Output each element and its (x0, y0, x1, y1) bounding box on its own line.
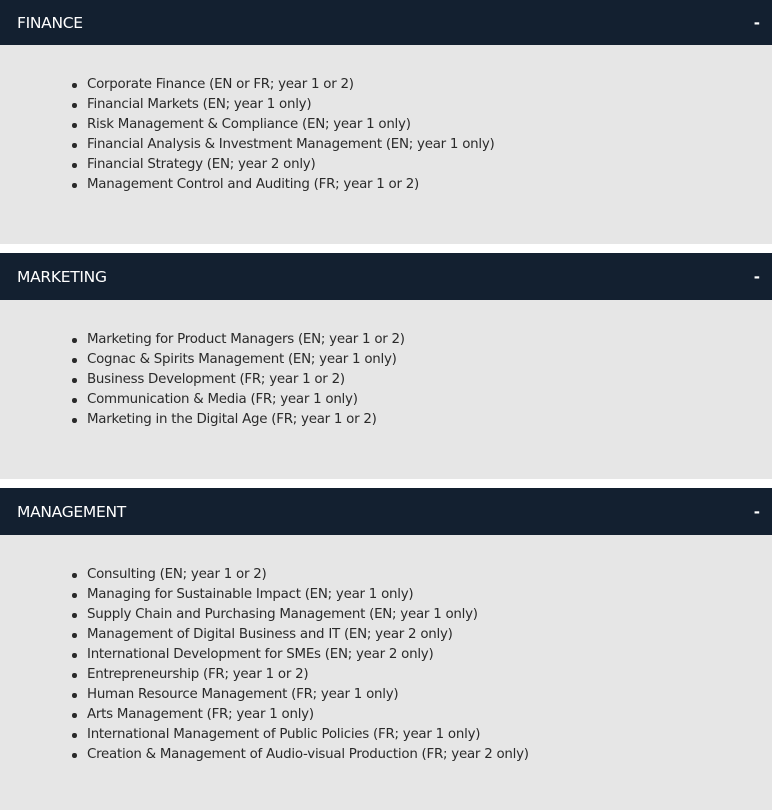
bullet-icon (72, 398, 77, 403)
bullet-icon (72, 633, 77, 638)
course-label: Managing for Sustainable Impact (EN; year 1 only) (87, 587, 414, 602)
section-panel-marketing (0, 300, 772, 479)
bullet-icon (72, 338, 77, 343)
course-label: Entrepreneurship (FR; year 1 or 2) (87, 667, 309, 682)
bullet-icon (72, 418, 77, 423)
section-finance (0, 0, 772, 244)
bullet-icon (72, 358, 77, 363)
collapse-icon[interactable]: - (753, 13, 760, 32)
bullet-icon (72, 653, 77, 658)
course-label: Communication & Media (FR; year 1 only) (87, 392, 358, 407)
bullet-icon (72, 163, 77, 168)
course-label: Marketing in the Digital Age (FR; year 1 or 2) (87, 412, 377, 427)
list-item (0, 175, 772, 195)
course-label: Marketing for Product Managers (EN; year 1 or 2) (87, 332, 405, 347)
bullet-icon (72, 753, 77, 758)
list-item (0, 565, 772, 585)
bullet-icon (72, 713, 77, 718)
course-list-marketing (0, 330, 772, 430)
list-item (0, 625, 772, 645)
list-item (0, 410, 772, 430)
course-label: Business Development (FR; year 1 or 2) (87, 372, 345, 387)
list-item (0, 645, 772, 665)
list-item (0, 725, 772, 745)
course-label: Consulting (EN; year 1 or 2) (87, 567, 267, 582)
section-header-management[interactable] (0, 488, 772, 535)
bullet-icon (72, 693, 77, 698)
collapse-icon[interactable]: - (753, 267, 760, 286)
course-label: Risk Management & Compliance (EN; year 1 only) (87, 117, 411, 132)
section-title-management: MANAGEMENT (17, 502, 126, 521)
bullet-icon (72, 183, 77, 188)
course-label: Corporate Finance (EN or FR; year 1 or 2) (87, 77, 354, 92)
bullet-icon (72, 613, 77, 618)
course-label: Human Resource Management (FR; year 1 only) (87, 687, 399, 702)
course-label: Creation & Management of Audio-visual Production (FR; year 2 only) (87, 747, 529, 762)
list-item (0, 115, 772, 135)
course-label: Financial Strategy (EN; year 2 only) (87, 157, 316, 172)
section-panel-finance (0, 45, 772, 244)
section-panel-management (0, 535, 772, 810)
list-item (0, 330, 772, 350)
section-title-finance: FINANCE (17, 13, 83, 32)
section-divider (0, 479, 772, 488)
bullet-icon (72, 103, 77, 108)
list-item (0, 370, 772, 390)
list-item (0, 390, 772, 410)
list-item (0, 585, 772, 605)
list-item (0, 75, 772, 95)
course-label: Financial Analysis & Investment Management (EN; year 1 only) (87, 137, 495, 152)
course-label: Management of Digital Business and IT (EN; year 2 only) (87, 627, 453, 642)
bullet-icon (72, 123, 77, 128)
course-label: Cognac & Spirits Management (EN; year 1 only) (87, 352, 397, 367)
bullet-icon (72, 83, 77, 88)
list-item (0, 705, 772, 725)
list-item (0, 135, 772, 155)
bullet-icon (72, 673, 77, 678)
collapse-icon[interactable]: - (753, 502, 760, 521)
course-label: Supply Chain and Purchasing Management (EN; year 1 only) (87, 607, 478, 622)
list-item (0, 605, 772, 625)
list-item (0, 95, 772, 115)
list-item (0, 350, 772, 370)
bullet-icon (72, 573, 77, 578)
course-label: Arts Management (FR; year 1 only) (87, 707, 314, 722)
section-divider (0, 244, 772, 253)
course-list-management (0, 565, 772, 765)
course-label: Financial Markets (EN; year 1 only) (87, 97, 312, 112)
section-header-marketing[interactable] (0, 253, 772, 300)
list-item (0, 685, 772, 705)
bullet-icon (72, 733, 77, 738)
course-label: Management Control and Auditing (FR; year 1 or 2) (87, 177, 420, 192)
bullet-icon (72, 378, 77, 383)
section-marketing (0, 253, 772, 479)
bullet-icon (72, 143, 77, 148)
course-label: International Development for SMEs (EN; year 2 only) (87, 647, 434, 662)
section-title-marketing: MARKETING (17, 267, 107, 286)
section-management (0, 488, 772, 810)
course-list-finance (0, 75, 772, 195)
list-item (0, 745, 772, 765)
bullet-icon (72, 593, 77, 598)
list-item (0, 665, 772, 685)
section-header-finance[interactable] (0, 0, 772, 45)
course-label: International Management of Public Policies (FR; year 1 only) (87, 727, 481, 742)
list-item (0, 155, 772, 175)
